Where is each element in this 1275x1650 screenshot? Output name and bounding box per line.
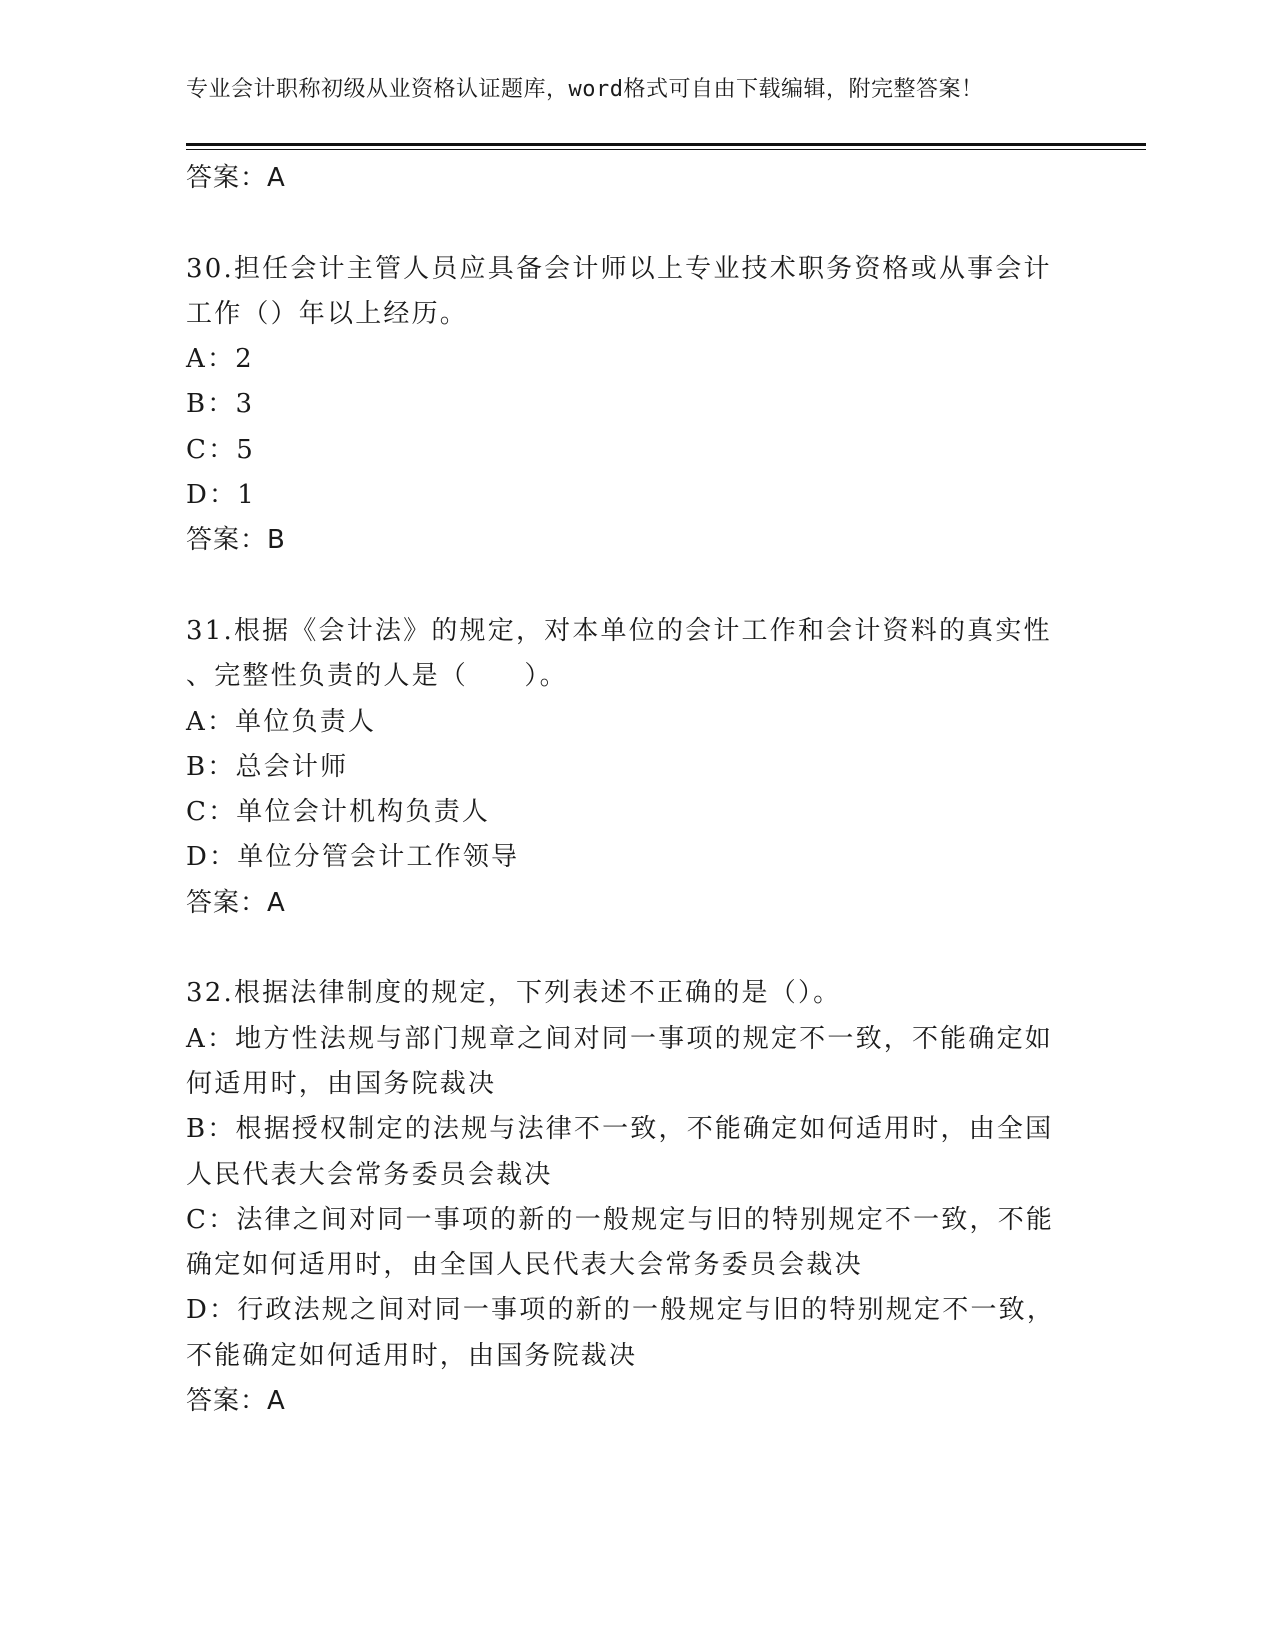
- option-c: C：5: [186, 434, 256, 465]
- header-rule-thick: [186, 143, 1146, 146]
- option-d: D：1: [186, 480, 256, 511]
- option-a: A：2: [186, 344, 254, 375]
- option-d: D：单位分管会计工作领导: [186, 842, 520, 873]
- question-text-line: 30.担任会计主管人员应具备会计师以上专业技术职务资格或从事会计: [186, 253, 1052, 284]
- spacer: [186, 201, 1076, 246]
- answer-line: 答案：B: [186, 525, 286, 556]
- option-d-continued: 不能确定如何适用时，由国务院裁决: [186, 1340, 638, 1371]
- option-b: B：根据授权制定的法规与法律不一致，不能确定如何适用时，由全国: [186, 1114, 1054, 1145]
- question-text-line: 、完整性负责的人是（ ）。: [186, 661, 568, 692]
- answer-line: 答案：A: [186, 887, 286, 918]
- question-31: [186, 609, 1076, 926]
- option-b-continued: 人民代表大会常务委员会裁决: [186, 1159, 553, 1190]
- option-b: B：3: [186, 389, 255, 420]
- option-a: A：单位负责人: [186, 706, 377, 737]
- answer-line: 答案：A: [186, 163, 286, 193]
- spacer: [186, 926, 1076, 971]
- question-list: [186, 156, 1076, 1424]
- option-c: C：法律之间对同一事项的新的一般规定与旧的特别规定不一致，不能: [186, 1204, 1055, 1235]
- question-32: [186, 971, 1076, 1424]
- option-d: D：行政法规之间对同一事项的新的一般规定与旧的特别规定不一致，: [186, 1295, 1056, 1326]
- option-c: C：单位会计机构负责人: [186, 797, 491, 828]
- question-text-line: 工作（）年以上经历。: [186, 298, 469, 329]
- header-rule-thin: [186, 149, 1146, 150]
- option-b: B：总会计师: [186, 751, 349, 782]
- option-c-continued: 确定如何适用时，由全国人民代表大会常务委员会裁决: [186, 1250, 863, 1281]
- question-30: [186, 247, 1076, 564]
- question-text-line: 31.根据《会计法》的规定，对本单位的会计工作和会计资料的真实性: [186, 615, 1052, 646]
- spacer: [186, 564, 1076, 609]
- option-a-continued: 何适用时，由国务院裁决: [186, 1068, 497, 1099]
- answer-line: 答案：A: [186, 1386, 286, 1417]
- option-a: A：地方性法规与部门规章之间对同一事项的规定不一致，不能确定如: [186, 1023, 1053, 1054]
- question-text-line: 32.根据法律制度的规定，下列表述不正确的是（）。: [186, 978, 842, 1009]
- page-header: 专业会计职称初级从业资格认证题库，word格式可自由下载编辑，附完整答案！: [186, 77, 984, 102]
